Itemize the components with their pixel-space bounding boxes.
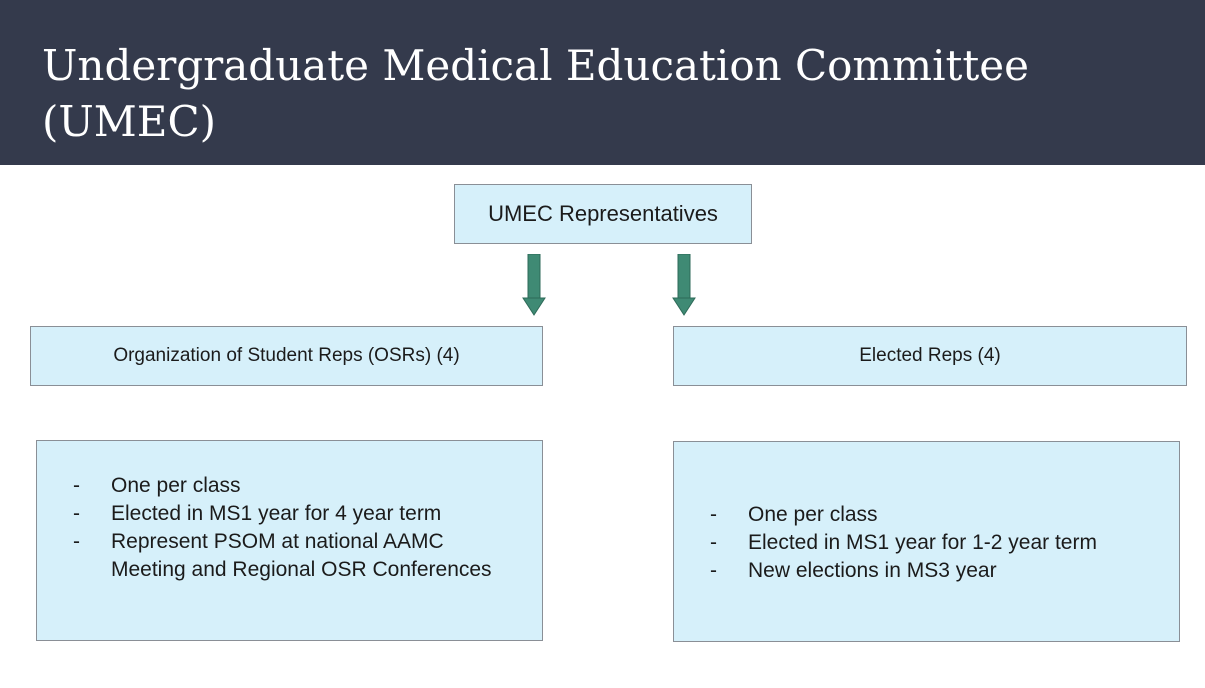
list-item [73, 528, 503, 584]
elected-details-list [710, 501, 1150, 585]
list-item [710, 557, 1150, 585]
root-label: UMEC Representatives [488, 201, 718, 226]
osr-details-list [73, 472, 503, 584]
list-item-text: Elected in MS1 year for 1-2 year term [748, 531, 1097, 554]
list-item [73, 500, 503, 528]
bullet-marker: - [710, 531, 717, 554]
arrow-down-icon [522, 254, 546, 316]
arrow-down-icon [672, 254, 696, 316]
bullet-marker: - [710, 503, 717, 526]
bullet-marker: - [73, 530, 80, 553]
title-bar [0, 0, 1205, 165]
list-item [73, 472, 503, 500]
list-item-text: Elected in MS1 year for 4 year term [111, 502, 442, 525]
bullet-marker: - [73, 474, 80, 497]
list-item-text: Represent PSOM at national AAMC Meeting and Regional OSR Conferences [111, 530, 492, 581]
list-item-text: One per class [748, 503, 878, 526]
osr-label: Organization of Student Reps (OSRs) (4) [113, 345, 460, 366]
elected-details-box [673, 441, 1180, 642]
osr-details-box [36, 440, 543, 641]
list-item [710, 529, 1150, 557]
list-item-text: New elections in MS3 year [748, 559, 997, 582]
slide-title: Undergraduate Medical Education Committee (UMEC) [42, 41, 1029, 146]
list-item-text: One per class [111, 474, 241, 497]
elected-label: Elected Reps (4) [859, 345, 1001, 366]
bullet-marker: - [710, 559, 717, 582]
root-node [454, 184, 752, 244]
elected-node [673, 326, 1187, 386]
bullet-marker: - [73, 502, 80, 525]
osr-node [30, 326, 543, 386]
list-item [710, 501, 1150, 529]
